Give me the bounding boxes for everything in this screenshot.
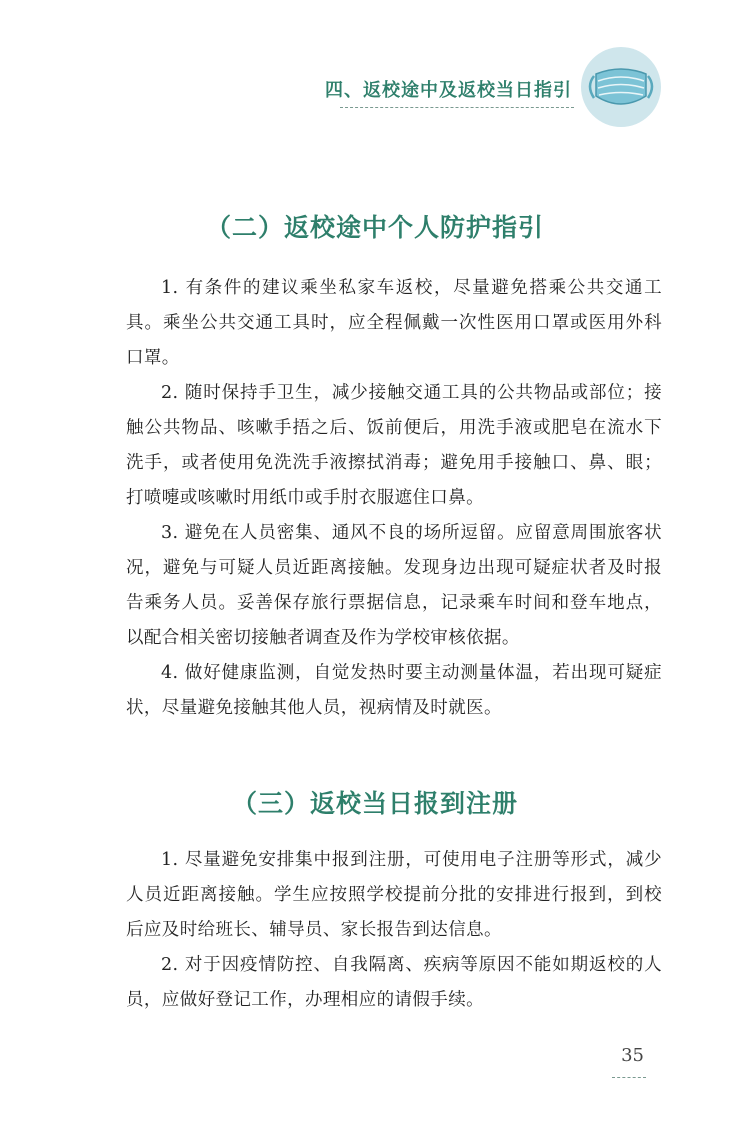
paragraph: 4. 做好健康监测，自觉发热时要主动测量体温，若出现可疑症状，尽量避免接触其他人员，视病情及时就医。 <box>126 663 662 718</box>
header-divider <box>340 107 574 108</box>
paragraph: 1. 有条件的建议乘坐私家车返校，尽量避免搭乘公共交通工具。乘坐公共交通工具时，应全程佩戴一次性医用口罩或医用外科口罩。 <box>126 278 662 368</box>
face-mask-icon <box>580 46 662 128</box>
paragraph: 1. 尽量避免安排集中报到注册，可使用电子注册等形式，减少人员近距离接触。学生应按照学校提前分批的安排进行报到，到校后应及时给班长、辅导员、家长报告到达信息。 <box>126 850 662 940</box>
paragraph: 2. 对于因疫情防控、自我隔离、疾病等原因不能如期返校的人员，应做好登记工作，办理相应的请假手续。 <box>126 955 662 1010</box>
chapter-title: 四、返校途中及返校当日指引 <box>325 80 572 101</box>
section-heading-personal-protection: （二）返校途中个人防护指引 <box>205 213 544 242</box>
page-number: 35 <box>621 1045 644 1066</box>
section-heading-registration: （三）返校当日报到注册 <box>231 789 518 818</box>
paragraph: 2. 随时保持手卫生，减少接触交通工具的公共物品或部位；接触公共物品、咳嗽手捂之后、饭前便后，用洗手液或肥皂在流水下洗手，或者使用免洗洗手液擦拭消毒；避免用手接触口、鼻、眼；打喷嚏或咳嗽时用纸巾或手肘衣服遮住口鼻。 <box>126 383 662 508</box>
paragraph: 3. 避免在人员密集、通风不良的场所逗留。应留意周围旅客状况，避免与可疑人员近距离接触。发现身边出现可疑症状者及时报告乘务人员。妥善保存旅行票据信息，记录乘车时间和登车地点，以配合相关密切接触者调查及作为学校审核依据。 <box>126 523 662 648</box>
footer-divider <box>612 1077 646 1078</box>
page-header <box>0 0 750 140</box>
